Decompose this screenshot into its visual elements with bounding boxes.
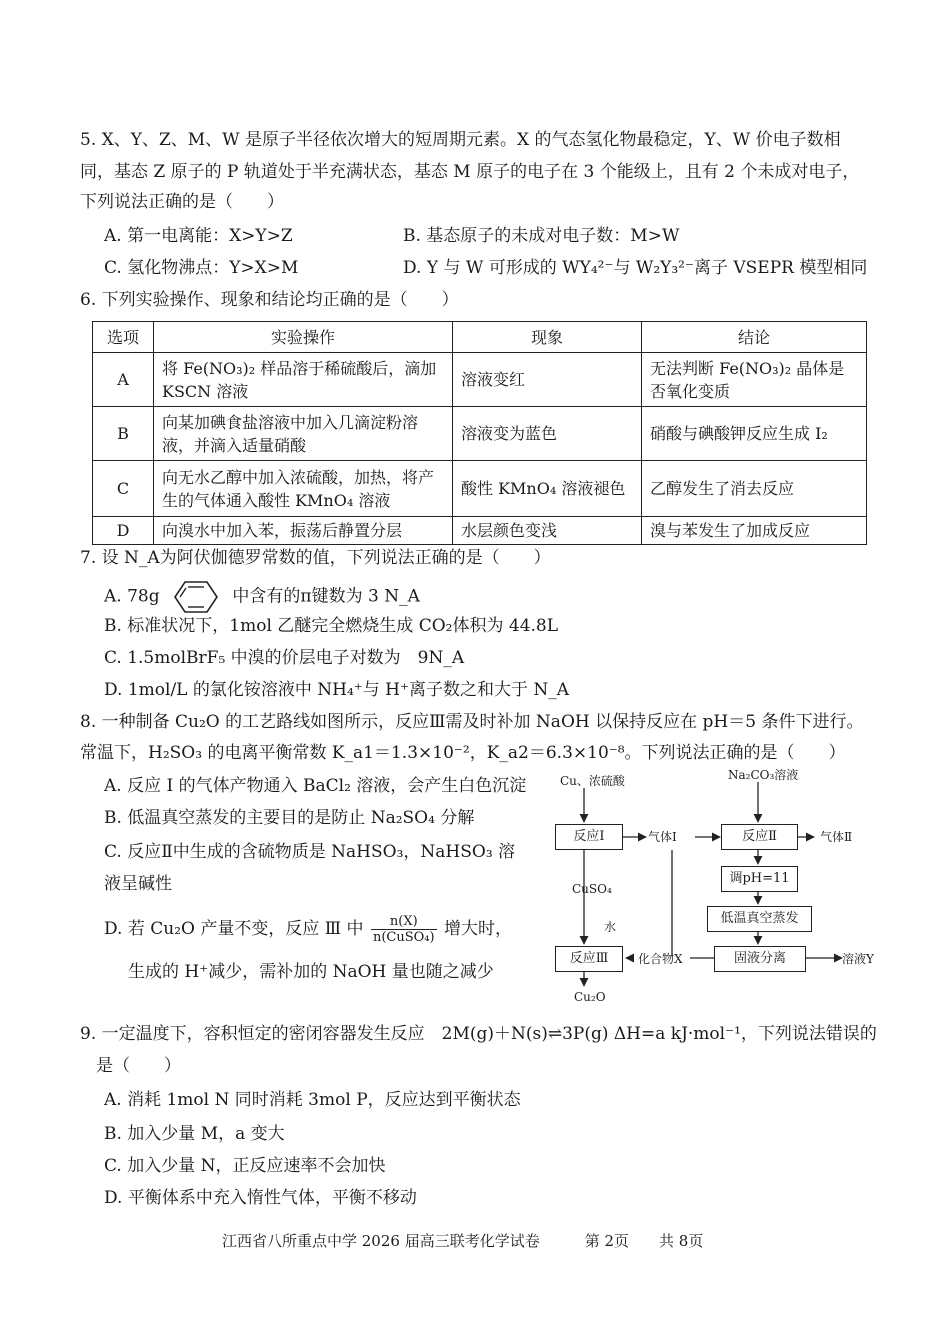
flow-reaction-1: 反应Ⅰ — [555, 824, 623, 850]
q9-line2: 是（ ） — [96, 1056, 181, 1076]
q8-line1: 8. 一种制备 Cu₂O 的工艺路线如图所示，反应Ⅲ需及时补加 NaOH 以保持反应在 pH＝5 条件下进行。 — [80, 712, 864, 732]
flow-vacuum-evaporation: 低温真空蒸发 — [707, 906, 812, 932]
row-phenomenon: 酸性 KMnO₄ 溶液褪色 — [453, 461, 642, 517]
flow-cuso4: CuSO₄ — [572, 882, 612, 896]
q7-stem: 7. 设 N_A为阿伏伽德罗常数的值，下列说法正确的是（ ） — [80, 548, 551, 568]
table-row — [93, 353, 867, 407]
header-option: 选项 — [93, 322, 154, 353]
q7-option-a — [104, 580, 420, 614]
q7-a-prefix: A. 78g — [104, 586, 160, 607]
table-row — [93, 461, 867, 517]
fraction — [371, 914, 437, 945]
q8-option-d — [104, 914, 512, 945]
flow-reaction-3: 反应Ⅲ — [555, 946, 623, 972]
q6-table — [92, 321, 867, 545]
q5-line2: 同，基态 Z 原子的 P 轨道处于半充满状态，基态 M 原子的电子在 3 个能级上，且有 2 个未成对电子， — [80, 162, 860, 182]
q6-stem: 6. 下列实验操作、现象和结论均正确的是（ ） — [80, 290, 459, 310]
flow-input-cu: Cu、浓硫酸 — [560, 774, 625, 788]
flow-reaction-2: 反应Ⅱ — [721, 824, 798, 850]
q7-a-suffix: 中含有的π键数为 3 N_A — [232, 586, 420, 607]
q8-option-a: A. 反应 Ⅰ 的气体产物通入 BaCl₂ 溶液，会产生白色沉淀 — [104, 776, 527, 796]
q8-d-prefix: D. 若 Cu₂O 产量不变，反应 Ⅲ 中 — [104, 919, 364, 939]
flow-water: 水 — [604, 920, 617, 934]
table-row — [93, 517, 867, 545]
q5-line3: 下列说法正确的是（ ） — [80, 192, 284, 212]
header-phenomenon: 现象 — [453, 322, 642, 353]
q9-option-c: C. 加入少量 N，正反应速率不会加快 — [104, 1156, 386, 1176]
row-option: C — [93, 461, 154, 517]
flow-adjust-ph: 调pH=11 — [721, 866, 798, 892]
row-phenomenon: 溶液变为蓝色 — [453, 407, 642, 461]
q5-line1: 5. X、Y、Z、M、W 是原子半径依次增大的短周期元素。X 的气态氢化物最稳定，Y、W 价电子数相 — [80, 130, 841, 150]
row-phenomenon: 水层颜色变浅 — [453, 517, 642, 545]
row-phenomenon: 溶液变红 — [453, 353, 642, 407]
q9-option-b: B. 加入少量 M，a 变大 — [104, 1124, 285, 1144]
q8-option-d-line2: 生成的 H⁺减少，需补加的 NaOH 量也随之减少 — [128, 962, 494, 982]
fraction-numerator: n(X) — [371, 914, 437, 930]
table-header-row — [93, 322, 867, 353]
row-operation: 将 Fe(NO₃)₂ 样品溶于稀硫酸后，滴加 KSCN 溶液 — [154, 353, 453, 407]
q9-option-d: D. 平衡体系中充入惰性气体，平衡不移动 — [104, 1188, 417, 1208]
q9-line1: 9. 一定温度下，容积恒定的密闭容器发生反应 2M(g)＋N(s)⇌3P(g) ΔH=a kJ·mol⁻¹，下列说法错误的 — [80, 1024, 877, 1044]
page-footer: 江西省八所重点中学 2026 届高三联考化学试卷 第 2页 共 8页 — [222, 1232, 704, 1250]
row-option: A — [93, 353, 154, 407]
row-conclusion: 乙醇发生了消去反应 — [642, 461, 867, 517]
flow-solution-y: 溶液Y — [842, 952, 874, 966]
q8-option-b: B. 低温真空蒸发的主要目的是防止 Na₂SO₄ 分解 — [104, 808, 475, 828]
header-conclusion: 结论 — [642, 322, 867, 353]
flow-input-na2co3: Na₂CO₃溶液 — [728, 768, 799, 782]
row-operation: 向某加碘食盐溶液中加入几滴淀粉溶液，并滴入适量硝酸 — [154, 407, 453, 461]
flow-compound-x: 化合物X — [638, 952, 683, 966]
fraction-denominator: n(CuSO₄) — [372, 930, 435, 945]
q5-option-a: A. 第一电离能：X>Y>Z — [104, 226, 293, 246]
q5-option-c: C. 氢化物沸点：Y>X>M — [104, 258, 299, 278]
row-operation: 向溴水中加入苯，振荡后静置分层 — [154, 517, 453, 545]
flow-gas-2: 气体Ⅱ — [820, 830, 853, 844]
header-operation: 实验操作 — [154, 322, 453, 353]
row-conclusion: 无法判断 Fe(NO₃)₂ 晶体是否氧化变质 — [642, 353, 867, 407]
table-row — [93, 407, 867, 461]
row-option: B — [93, 407, 154, 461]
benzene-icon — [173, 580, 219, 614]
q5-option-b: B. 基态原子的未成对电子数：M>W — [403, 226, 680, 246]
q9-option-a: A. 消耗 1mol N 同时消耗 3mol P，反应达到平衡状态 — [104, 1090, 521, 1110]
q8-d-suffix: 增大时， — [444, 919, 512, 939]
q5-option-d: D. Y 与 W 可形成的 WY₄²⁻与 W₂Y₃²⁻离子 VSEPR 模型相同 — [403, 258, 868, 278]
flow-gas-1: 气体Ⅰ — [648, 830, 677, 844]
row-operation: 向无水乙醇中加入浓硫酸，加热，将产生的气体通入酸性 KMnO₄ 溶液 — [154, 461, 453, 517]
q8-line2: 常温下，H₂SO₃ 的电离平衡常数 K_a1＝1.3×10⁻²，K_a2＝6.3×10⁻⁸。下列说法正确的是（ ） — [80, 743, 846, 763]
row-conclusion: 硝酸与碘酸钾反应生成 I₂ — [642, 407, 867, 461]
q8-option-c-line1: C. 反应Ⅱ中生成的含硫物质是 NaHSO₃，NaHSO₃ 溶 — [104, 842, 516, 862]
row-option: D — [93, 517, 154, 545]
q7-option-c: C. 1.5molBrF₅ 中溴的价层电子对数为 9N_A — [104, 648, 465, 668]
row-conclusion: 溴与苯发生了加成反应 — [642, 517, 867, 545]
q7-option-d: D. 1mol/L 的氯化铵溶液中 NH₄⁺与 H⁺离子数之和大于 N_A — [104, 680, 570, 700]
q7-option-b: B. 标准状况下，1mol 乙醚完全燃烧生成 CO₂体积为 44.8L — [104, 616, 559, 636]
flow-cu2o: Cu₂O — [574, 990, 606, 1004]
q8-option-c-line2: 液呈碱性 — [104, 874, 172, 894]
flow-solid-liquid-separation: 固液分离 — [714, 946, 806, 972]
